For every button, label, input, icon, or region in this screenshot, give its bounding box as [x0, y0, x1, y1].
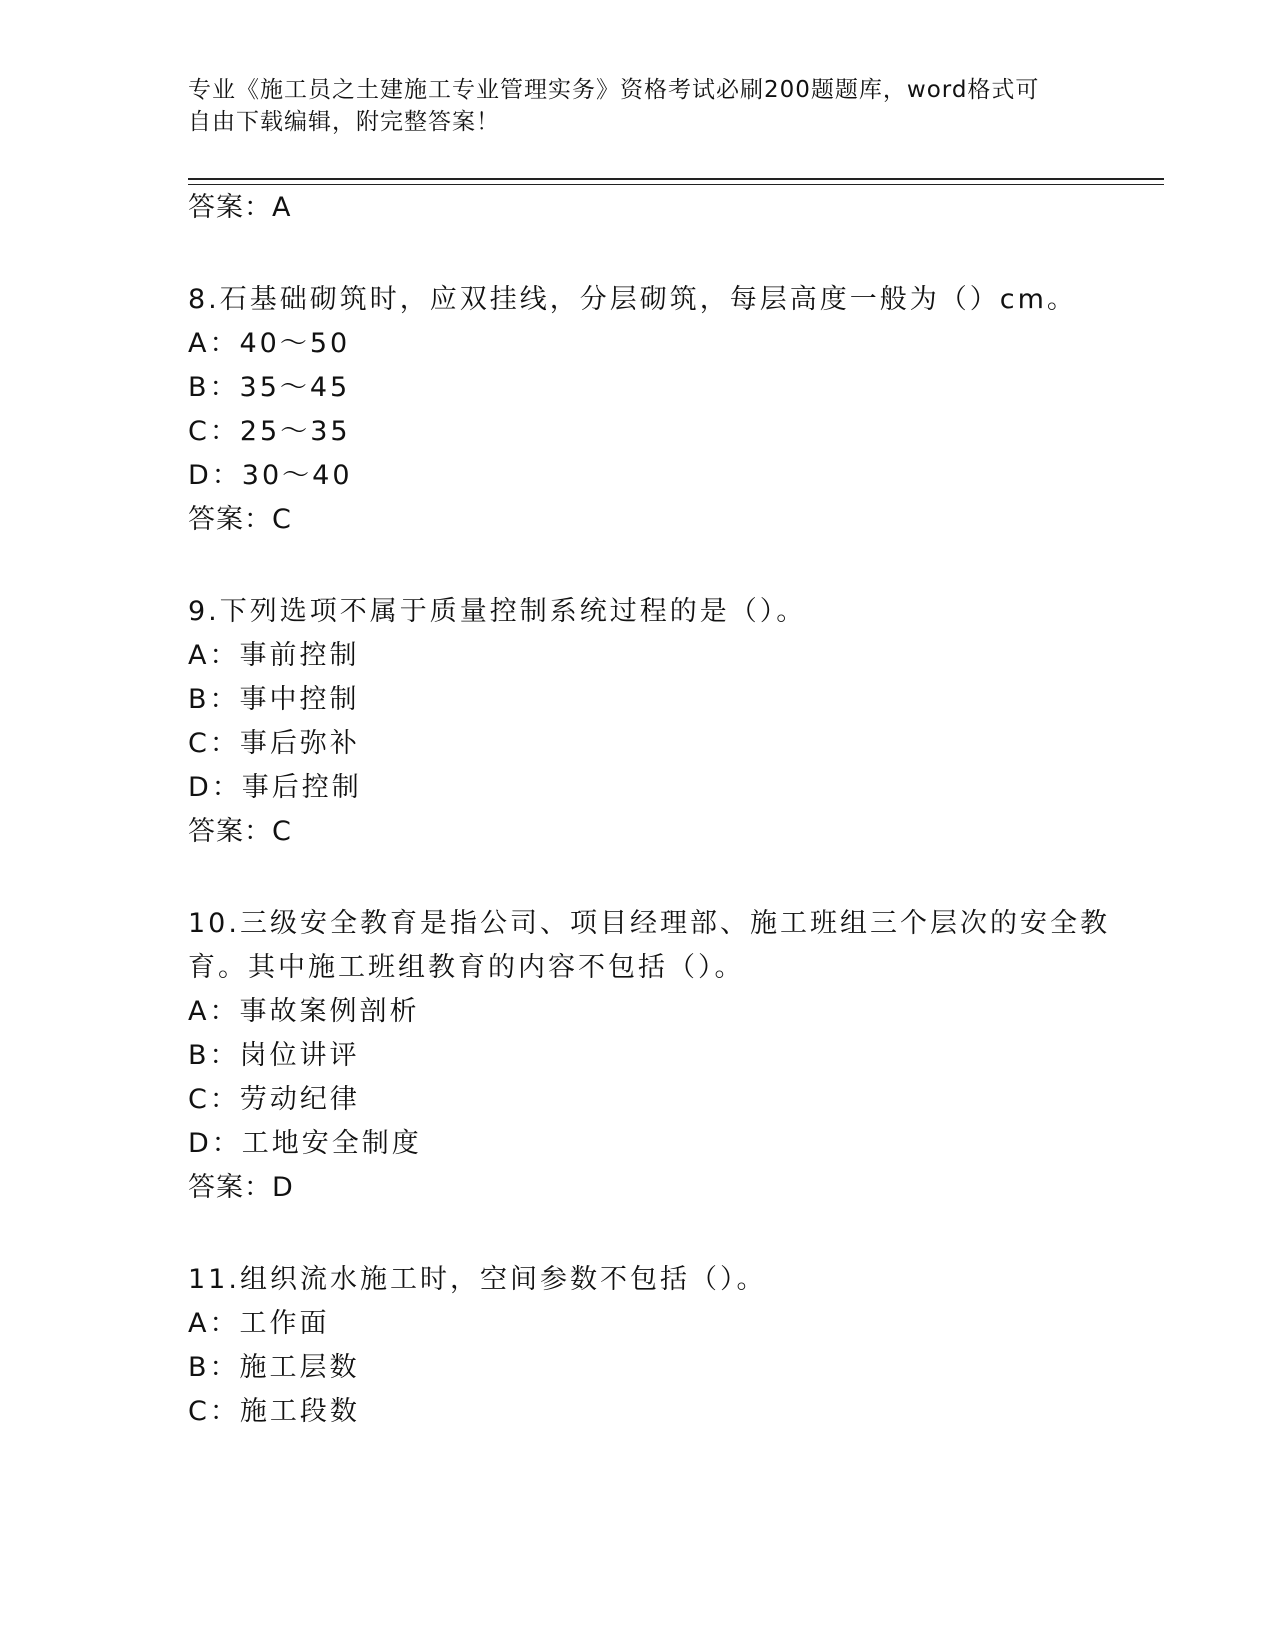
q8-option-b: B：35～45: [188, 372, 351, 403]
header-line-2: 自由下载编辑，附完整答案！: [188, 109, 500, 135]
q10-option-a: A：事故案例剖析: [188, 996, 420, 1027]
header-divider: [188, 178, 1164, 180]
question-8: 8.石基础砌筑时，应双挂线，分层砌筑，每层高度一般为（）cm。: [188, 284, 1077, 315]
q9-option-c: C：事后弥补: [188, 728, 360, 759]
q11-option-b: B：施工层数: [188, 1352, 360, 1383]
header-divider-thin: [188, 184, 1164, 185]
header-line-1: 专业《施工员之土建施工专业管理实务》资格考试必刷200题题库，word格式可: [188, 77, 1040, 103]
question-11: 11.组织流水施工时，空间参数不包括（）。: [188, 1264, 767, 1295]
q9-option-d: D：事后控制: [188, 772, 362, 803]
question-9: 9.下列选项不属于质量控制系统过程的是（）。: [188, 596, 807, 627]
q9-answer: 答案：C: [188, 816, 292, 847]
question-10-line-2: 育。其中施工班组教育的内容不包括（）。: [188, 952, 745, 983]
answer-previous: 答案：A: [188, 192, 292, 223]
q11-option-a: A：工作面: [188, 1308, 330, 1339]
document-header: [188, 74, 1088, 138]
q8-option-d: D：30～40: [188, 460, 353, 491]
q8-option-c: C：25～35: [188, 416, 351, 447]
question-10-line-1: 10.三级安全教育是指公司、项目经理部、施工班组三个层次的安全教: [188, 908, 1110, 939]
q8-option-a: A：40～50: [188, 328, 351, 359]
q9-option-a: A：事前控制: [188, 640, 360, 671]
q8-answer: 答案：C: [188, 504, 292, 535]
q10-option-c: C：劳动纪律: [188, 1084, 360, 1115]
q10-answer: 答案：D: [188, 1172, 294, 1203]
q9-option-b: B：事中控制: [188, 684, 360, 715]
q10-option-d: D：工地安全制度: [188, 1128, 422, 1159]
q11-option-c: C：施工段数: [188, 1396, 360, 1427]
q10-option-b: B：岗位讲评: [188, 1040, 360, 1071]
